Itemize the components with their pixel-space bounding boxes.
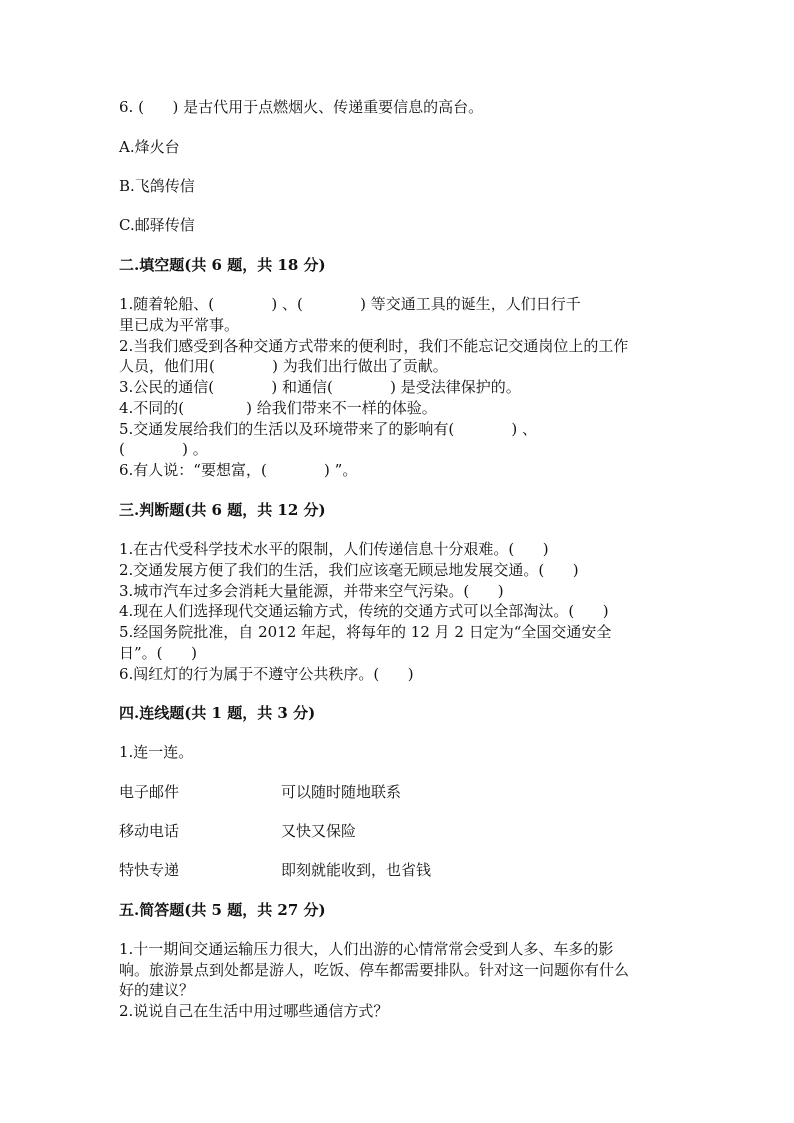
short-line: 2.说说自己在生活中用过哪些通信方式？: [119, 1002, 389, 1020]
fill-line: 2.当我们感受到各种交通方式带来的便利时，我们不能忘记交通岗位上的工作: [119, 337, 629, 355]
judge-line: 日”。( ): [119, 644, 197, 662]
match-left-item: 移动电话: [119, 822, 180, 840]
judge-line: 5.经国务院批准，自 2012 年起，将每年的 12 月 2 日定为“全国交通安全: [119, 623, 612, 641]
short-line: 1.十一期间交通运输压力很大，人们出游的心情常常会受到人多、车多的影: [119, 940, 614, 958]
section-judge-heading: 三.判断题(共 6 题，共 12 分): [119, 501, 326, 519]
judge-line: 6.闯红灯的行为属于不遵守公共秩序。( ): [119, 665, 414, 683]
fill-line: 6.有人说：“要想富，( ) ”。: [119, 461, 358, 479]
fill-line: 3.公民的通信( ) 和通信( ) 是受法律保护的。: [119, 378, 521, 396]
judge-line: 4.现在人们选择现代交通运输方式，传统的交通方式可以全部淘汰。( ): [119, 602, 609, 620]
judge-line: 2.交通发展方便了我们的生活，我们应该毫无顾忌地发展交通。( ): [119, 561, 579, 579]
short-line: 好的建议？: [119, 981, 195, 999]
section-short-heading: 五.简答题(共 5 题，共 27 分): [119, 901, 326, 919]
match-prompt: 1.连一连。: [119, 743, 194, 761]
fill-line: 5.交通发展给我们的生活以及环境带来了的影响有( ) 、: [119, 420, 538, 438]
fill-line: ( ) 。: [119, 440, 208, 458]
match-right-item: 即刻就能收到，也省钱: [281, 861, 432, 879]
match-left-item: 电子邮件: [119, 783, 180, 801]
match-left-item: 特快专递: [119, 861, 180, 879]
fill-line: 4.不同的( ) 给我们带来不一样的体验。: [119, 399, 437, 417]
option-c: C.邮驿传信: [119, 216, 195, 234]
judge-line: 1.在古代受科学技术水平的限制，人们传递信息十分艰难。( ): [119, 540, 549, 558]
fill-line: 1.随着轮船、( ) 、( ) 等交通工具的诞生，人们日行千: [119, 295, 581, 313]
fill-line: 里已成为平常事。: [119, 316, 240, 334]
fill-line: 人员，他们用( ) 为我们出行做出了贡献。: [119, 357, 448, 375]
option-a: A.烽火台: [119, 138, 180, 156]
match-right-item: 可以随时随地联系: [281, 783, 402, 801]
judge-line: 3.城市汽车过多会消耗大量能源，并带来空气污染。( ): [119, 582, 504, 600]
section-match-heading: 四.连线题(共 1 题，共 3 分): [119, 704, 316, 722]
short-line: 响。旅游景点到处都是游人，吃饭、停车都需要排队。针对这一问题你有什么: [119, 961, 630, 979]
option-b: B.飞鸽传信: [119, 177, 195, 195]
section-fill-heading: 二.填空题(共 6 题，共 18 分): [119, 256, 326, 274]
question-6-stem: 6. ( ) 是古代用于点燃烟火、传递重要信息的高台。: [119, 98, 484, 116]
match-right-item: 又快又保险: [281, 822, 357, 840]
